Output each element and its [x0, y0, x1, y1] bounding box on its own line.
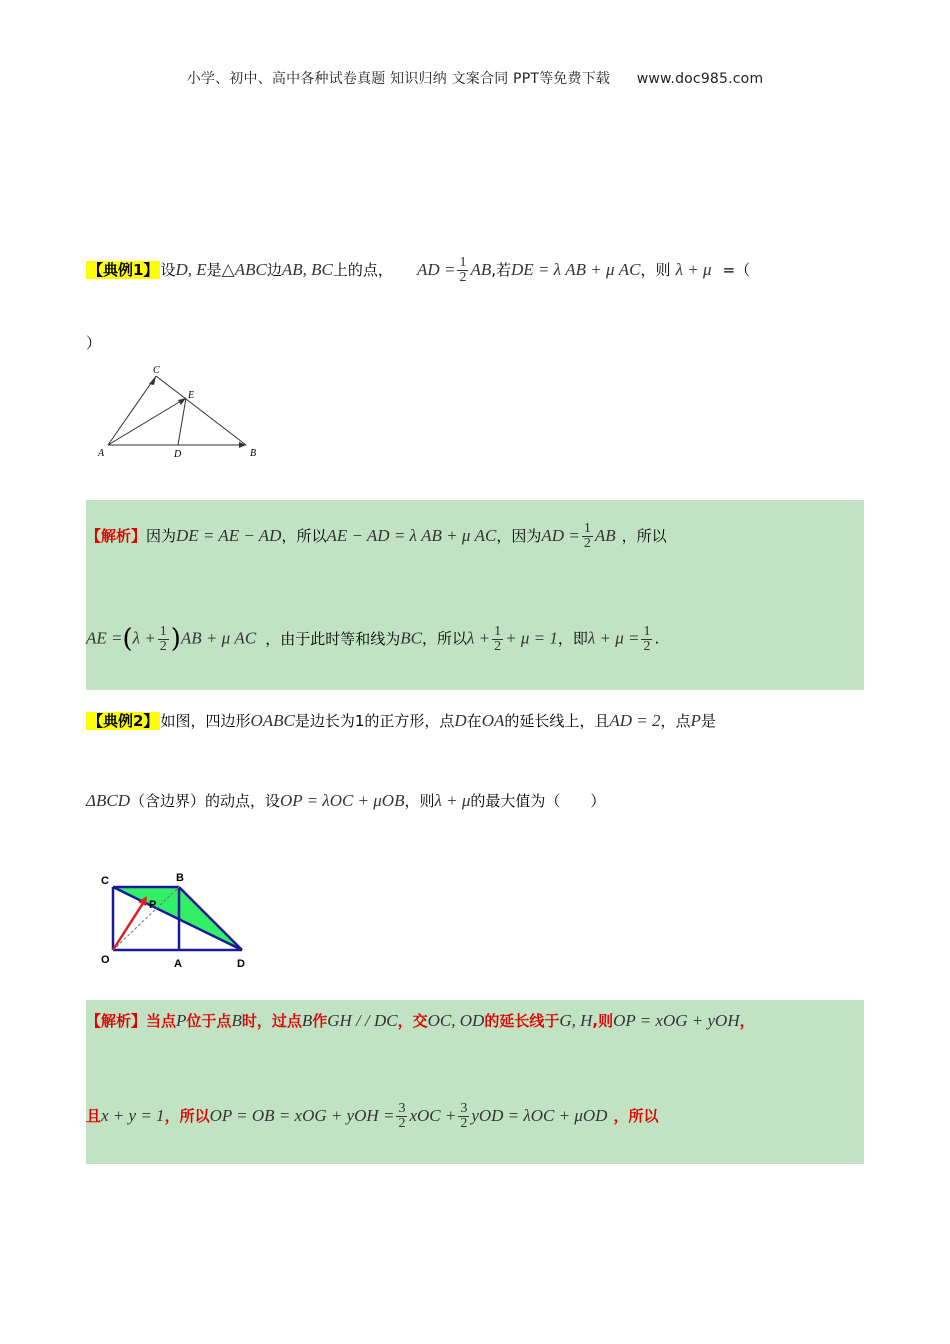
- example-2-line-2: [86, 790, 605, 811]
- example-1-line-1: [86, 256, 866, 285]
- sol1-text: .: [654, 629, 660, 648]
- label-o: O: [101, 954, 110, 966]
- label-d: D: [174, 449, 182, 460]
- sol1-math: λ +: [132, 628, 156, 648]
- frac-num: 3: [460, 1101, 468, 1116]
- label-c: C: [153, 365, 160, 376]
- sol1-math: AB + μ AC: [180, 628, 257, 648]
- ex2-text: 的延长线上，且: [504, 712, 610, 730]
- fraction-half: [457, 256, 468, 285]
- segment-ac: [108, 376, 156, 445]
- frac-den: 2: [398, 1116, 406, 1131]
- sol2-math: P: [176, 1011, 187, 1030]
- solution-1-label: 【解析】: [86, 527, 147, 545]
- label-a: A: [174, 958, 182, 970]
- ex2-text: 在: [466, 712, 482, 730]
- figure-triangle-abc: [94, 360, 274, 462]
- solution-1-line-1: [86, 522, 667, 551]
- ex2-text: ，则: [404, 792, 435, 810]
- sol2-math: B: [301, 1011, 313, 1030]
- sol1-math: DE = AE − AD: [176, 526, 282, 545]
- sol1-math: AE − AD = λ AB + μ AC: [326, 526, 497, 545]
- sol2-math: B: [231, 1011, 242, 1030]
- arrowhead-c: [149, 376, 156, 385]
- frac-den: 2: [460, 1116, 468, 1131]
- ex1-text: ，则: [640, 261, 671, 279]
- sol1-math: + μ = 1: [505, 628, 558, 648]
- sol2-text: 且: [86, 1107, 102, 1125]
- frac-den: 2: [494, 638, 502, 654]
- ex2-text: ，点: [660, 712, 691, 730]
- sol2-text: 当点: [146, 1012, 177, 1030]
- fraction-half: [158, 625, 169, 654]
- ex2-text: 如图，四边形: [160, 712, 251, 730]
- ex1-math: △ABC: [221, 260, 267, 279]
- ex2-text: 是边长为1的正方形，点: [294, 712, 455, 730]
- sol2-text: ,则: [592, 1012, 614, 1030]
- ex2-math: OABC: [250, 711, 295, 730]
- frac-num: 1: [459, 255, 467, 270]
- solution-1-line-2: AE =(λ + $\frac{1}{2}$ )AB + μ AC ，由于此时等和线为BC，所以λ + $\frac{1}{2}$ + μ = 1，即λ + μ = $\frac{1}{2}$ .: [86, 623, 660, 654]
- segment-cb: [156, 376, 246, 445]
- sol2-math: GH / / DC: [327, 1011, 398, 1030]
- ex1-math: D, E: [175, 260, 207, 279]
- sol2-math: OP = OB = xOG + yOH =: [209, 1106, 395, 1125]
- header-text: 小学、初中、高中各种试卷真题 知识归纳 文案合同 PPT等免费下载: [186, 71, 611, 87]
- ex1-text: 边: [266, 261, 282, 279]
- ex1-text: 设: [160, 261, 176, 279]
- label-a: A: [98, 448, 105, 459]
- sol1-text: ，即: [557, 629, 588, 648]
- frac-den: 2: [643, 638, 651, 654]
- sol1-math: AD =: [541, 526, 580, 545]
- frac-den: 2: [583, 536, 591, 551]
- fraction-half: [641, 625, 652, 654]
- label-e: E: [188, 390, 195, 401]
- example-2-line-1: [86, 710, 716, 731]
- label-b: B: [250, 448, 257, 459]
- sol2-text: ，所以: [613, 1107, 659, 1125]
- label-c: C: [101, 875, 109, 887]
- fraction-half: [582, 522, 593, 551]
- sol2-text: ，: [739, 1012, 755, 1030]
- sol1-math: BC: [400, 628, 422, 648]
- sol2-math: OP = xOG + yOH: [613, 1011, 740, 1030]
- sol1-math: AB: [594, 526, 616, 545]
- sol1-math: λ +: [467, 628, 491, 648]
- frac-num: 1: [159, 623, 167, 639]
- sol2-math: G, H: [559, 1011, 593, 1030]
- ex1-math: λ + μ: [675, 260, 712, 279]
- ex1-text: ,若: [491, 261, 511, 279]
- frac-num: 1: [494, 623, 502, 639]
- sol2-text: 位于点: [186, 1012, 232, 1030]
- sol2-math: xOC +: [409, 1106, 457, 1125]
- ex2-math: OP = λOC + μOB: [280, 791, 405, 810]
- solution-2-label: 【解析】: [86, 1012, 147, 1030]
- fraction-half: [492, 625, 503, 654]
- fraction-three-halves: [458, 1102, 469, 1131]
- ex2-text: （含边界）的动点，设: [129, 792, 280, 810]
- sol1-math: λ + μ =: [587, 628, 640, 648]
- ex1-math: AD =: [417, 260, 456, 279]
- sol1-math: AE =: [86, 628, 123, 648]
- sol2-math: yOD = λOC + μOD: [471, 1106, 608, 1125]
- sol1-text: ，所以: [281, 527, 327, 545]
- segment-ae: [108, 398, 186, 445]
- sol1-text: ，所以: [621, 527, 667, 545]
- ex2-math: ΔBCD: [86, 791, 130, 810]
- sol2-text: ，交: [397, 1012, 428, 1030]
- sol2-math: x + y = 1: [101, 1106, 165, 1125]
- sol2-math: OC, OD: [427, 1011, 485, 1030]
- example-1-close-paren: ）: [86, 334, 102, 352]
- sol1-text: ，由于此时等和线为: [265, 629, 401, 648]
- ex1-text: 是: [206, 261, 222, 279]
- label-b: B: [176, 872, 184, 884]
- frac-num: 1: [643, 623, 651, 639]
- ex1-text: 上的点，: [332, 261, 393, 279]
- frac-num: 1: [583, 521, 591, 536]
- ex1-math: DE = λ AB + μ AC: [511, 260, 641, 279]
- sol2-text: ，所以: [164, 1107, 210, 1125]
- ex1-math: AB, BC: [281, 260, 333, 279]
- sol2-text: 时，过点: [241, 1012, 302, 1030]
- example-2-label: 【典例2】: [88, 712, 159, 730]
- vector-op: [113, 900, 145, 950]
- frac-den: 2: [159, 638, 167, 654]
- sol1-text: ，所以: [422, 629, 468, 648]
- ex1-text: =（: [722, 261, 751, 279]
- frac-den: 2: [459, 270, 467, 285]
- sol1-text: 因为: [146, 527, 177, 545]
- solution-2-line-1: [86, 1010, 876, 1031]
- sol1-text: ，因为: [496, 527, 542, 545]
- example-1-label: 【典例1】: [88, 261, 159, 279]
- ex2-math: D: [454, 711, 467, 730]
- frac-num: 3: [398, 1101, 406, 1116]
- label-d: D: [237, 958, 245, 970]
- ex2-math: AD = 2: [609, 711, 661, 730]
- ex2-text: 是: [700, 712, 716, 730]
- page-header: [0, 68, 950, 88]
- header-url[interactable]: www.doc985.com: [636, 71, 764, 87]
- sol2-text: 的延长线于: [484, 1012, 560, 1030]
- figure-square-oabc: [96, 864, 256, 972]
- segment-de: [178, 398, 186, 445]
- ex2-text: 的最大值为（ ）: [470, 792, 606, 810]
- ex1-math: AB: [470, 260, 492, 279]
- solution-2-line-2: [86, 1102, 658, 1131]
- label-p: P: [149, 899, 157, 911]
- sol2-text: 作: [312, 1012, 328, 1030]
- ex2-math: OA: [481, 711, 505, 730]
- ex2-math: P: [690, 711, 701, 730]
- ex2-math: λ + μ: [434, 791, 471, 810]
- fraction-three-halves: [396, 1102, 407, 1131]
